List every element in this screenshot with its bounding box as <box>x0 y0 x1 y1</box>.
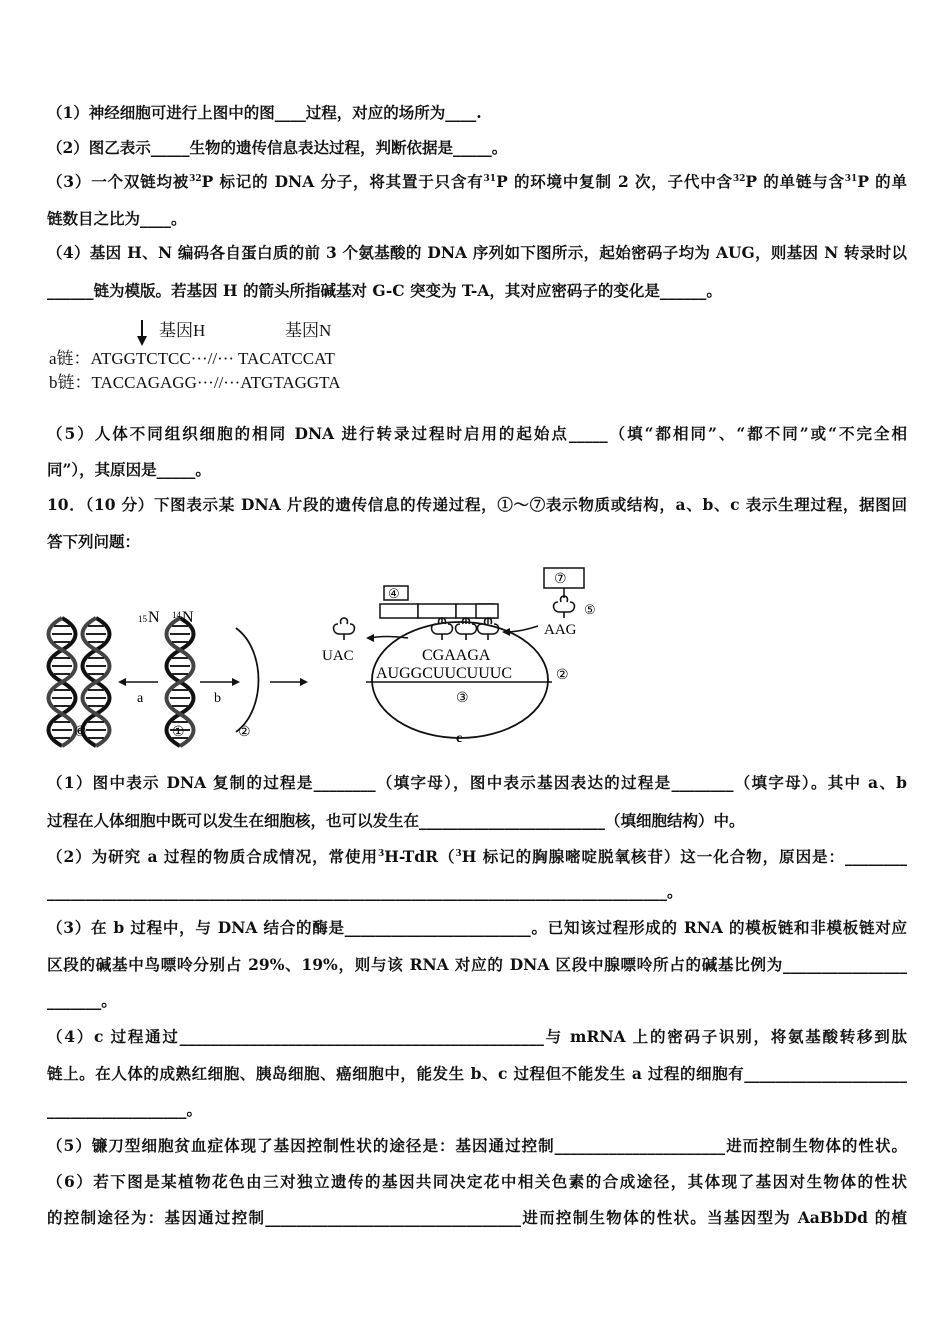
label-3: ③ <box>456 690 469 706</box>
process-a-label: a <box>137 691 144 706</box>
label-1: ① <box>172 724 185 740</box>
arrow-b-icon <box>200 678 240 686</box>
question-9-4: （4）基因 H、N 编码各自蛋白质的前 3 个氨基酸的 DNA 序列如下图所示，起始密码子均为 AUG，则基因 N 转录时以 <box>47 243 907 262</box>
process-c-label: c <box>456 731 463 746</box>
label-6: ⑥ <box>74 724 87 740</box>
question-10-4: （4）c 过程通过_______________________________________________与 mRNA 上的密码子识别，将氨基酸转移到肽 <box>47 1027 907 1046</box>
n15-superscript: 15 <box>138 614 147 624</box>
question-9-3: （3）一个双链均被$^{32}$P 标记的 DNA 分子，将其置于只含有$^{31}$P 的环境中复制 2 次，子代中含$^{32}$P 的单链与含$^{31}$P 的单 <box>47 172 907 191</box>
anticodon-uac: UAC <box>322 648 354 664</box>
mrna-strand <box>236 628 259 732</box>
question-10-3: （3）在 b 过程中，与 DNA 结合的酶是________________________。已知该过程形成的 RNA 的模板链和非模板链对应 <box>47 918 907 937</box>
label-5: ⑤ <box>584 603 596 618</box>
anticodon-aag: AAG <box>544 622 577 638</box>
incoming-trna <box>554 596 575 618</box>
label-2-mrna: ② <box>556 667 569 683</box>
question-10-6-cont: 的控制途径为：基因通过控制_________________________________进而控制生物体的性状。当基因型为 AaBbDd 的植 <box>47 1208 907 1227</box>
question-10-3-cont2: _______。 <box>47 991 117 1010</box>
gene-h-label: 基因H <box>159 321 206 340</box>
n14-superscript: 14 <box>172 610 181 620</box>
n15-label: N <box>148 609 160 626</box>
question-9-5-cont: 同”），其原因是_____。 <box>47 460 211 479</box>
question-10-1: （1）图中表示 DNA 复制的过程是________（填字母），图中表示基因表达的过程是________（填字母）。其中 a、b <box>47 773 907 792</box>
question-10-4-cont2: __________________。 <box>47 1100 203 1119</box>
b-chain-sequence: b链：TACCAGAGG···//···ATGTAGGTA <box>49 373 341 392</box>
process-b-label: b <box>214 691 221 706</box>
amino-acid-box <box>380 604 418 618</box>
label-7: ⑦ <box>554 571 567 587</box>
question-10-1-cont: 过程在人体细胞中既可以发生在细胞核，也可以发生在________________________（填细胞结构）中。 <box>47 811 745 830</box>
arrow-enter-icon <box>502 626 538 636</box>
arrow-a-icon <box>118 678 158 686</box>
question-10-3-cont: 区段的碱基中鸟嘌呤分别占 29%、19%，则与该 RNA 对应的 DNA 区段中腺嘌呤所占的碱基比例为________________ <box>47 955 907 974</box>
information-transfer-figure <box>40 560 620 750</box>
question-9-5: （5）人体不同组织细胞的相同 DNA 进行转录过程时启用的起始点_____（填“都相同”、“都不同”或“不完全相 <box>47 424 907 443</box>
anticodon-cgaaga: CGAAGA <box>422 647 491 664</box>
question-10-2: （2）为研究 a 过程的物质合成情况，常使用$^3$H-TdR（$^3$H 标记的胸腺嘧啶脱氧核苷）这一化合物，原因是：________ <box>47 847 907 866</box>
question-10-stem-cont: 答下列问题： <box>47 532 141 551</box>
question-10-stem: 10．（10 分）下图表示某 DNA 片段的遗传信息的传递过程，①～⑦表示物质或结构，a、b、c 表示生理过程，据图回 <box>47 495 907 514</box>
leaving-trna <box>334 618 355 640</box>
arrow-to-ribosome-icon <box>270 678 308 686</box>
amino-acid-box <box>418 604 456 618</box>
question-9-1: （1）神经细胞可进行上图中的图____过程，对应的场所为____. <box>47 103 482 122</box>
mrna-sequence: AUGGCUUCUUUC <box>376 665 513 682</box>
question-10-4-cont: 链上。在人体的成熟红细胞、胰岛细胞、癌细胞中，能发生 b、c 过程但不能发生 a 过程的细胞有_____________________ <box>47 1064 907 1083</box>
a-chain-sequence: a链：ATGGTCTCC···//··· TACATCCAT <box>49 349 335 368</box>
dna-helix-daughter-1 <box>49 618 76 746</box>
question-9-4-cont: ______链为模版。若基因 H 的箭头所指碱基对 G-C 突变为 T-A，其对应密码子的变化是______。 <box>47 281 722 300</box>
question-9-3-cont: 链数目之比为____。 <box>47 209 187 228</box>
label-4: ④ <box>388 587 400 602</box>
down-arrow-icon <box>137 320 147 346</box>
gene-n-label: 基因N <box>285 321 332 340</box>
label-2: ② <box>238 724 251 740</box>
question-10-2-cont: ________________________________________________________________________________。 <box>47 882 683 901</box>
question-10-6: （6）若下图是某植物花色由三对独立遗传的基因共同决定花中相关色素的合成途径，其体现了基因对生物体的性状 <box>47 1172 907 1191</box>
gene-sequence-figure <box>47 314 387 398</box>
n14-label: N <box>182 609 194 626</box>
amino-acid-box <box>476 604 498 618</box>
question-9-2: （2）图乙表示_____生物的遗传信息表达过程，判断依据是_____。 <box>47 138 508 157</box>
question-10-5: （5）镰刀型细胞贫血症体现了基因控制性状的途径是：基因通过控制______________________进而控制生物体的性状。 <box>47 1136 907 1155</box>
arrow-exit-icon <box>366 634 408 642</box>
